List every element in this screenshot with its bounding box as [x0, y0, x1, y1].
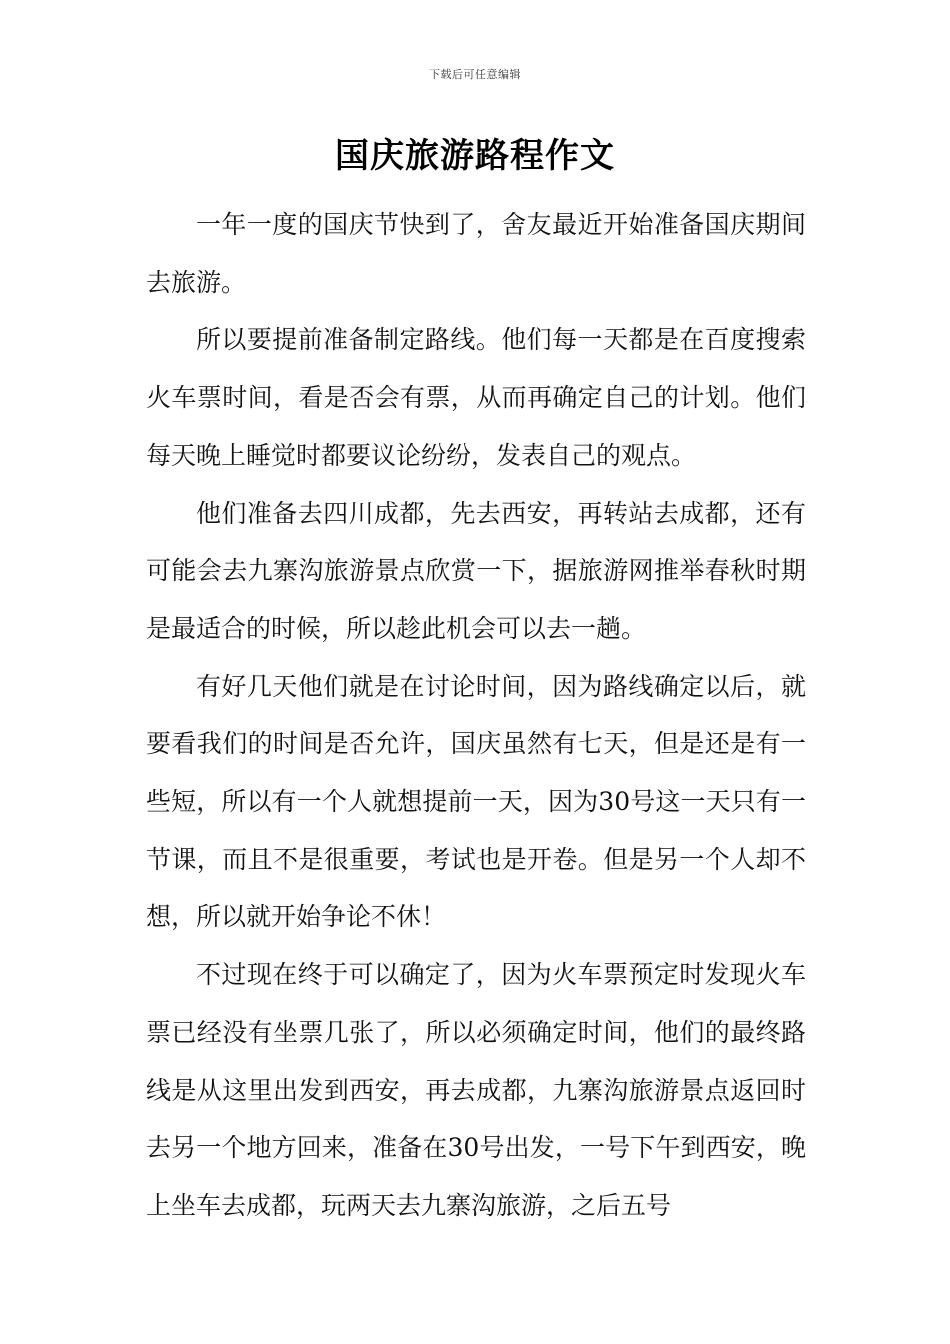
paragraph: 所以要提前准备制定路线。他们每一天都是在百度搜索火车票时间，看是否会有票，从而再确定自己的计划。他们每天晚上睡觉时都要议论纷纷，发表自己的观点。 [146, 325, 806, 470]
document-body [146, 196, 806, 1235]
header-note: 下载后可任意编辑 [429, 68, 521, 81]
document-title: 国庆旅游路程作文 [335, 136, 615, 176]
paragraph: 不过现在终于可以确定了，因为火车票预定时发现火车票已经没有坐票几张了，所以必须确定时间，他们的最终路线是从这里出发到西安，再去成都，九寨沟旅游景点返回时去另一个地方回来，准备在30号出发，一号下午到西安，晚上坐车去成都，玩两天去九寨沟旅游，之后五号 [146, 960, 806, 1220]
paragraph: 他们准备去四川成都，先去西安，再转站去成都，还有可能会去九寨沟旅游景点欣赏一下，据旅游网推举春秋时期是最适合的时候，所以趁此机会可以去一趟。 [146, 498, 806, 643]
paragraph: 有好几天他们就是在讨论时间，因为路线确定以后，就要看我们的时间是否允许，国庆虽然有七天，但是还是有一些短，所以有一个人就想提前一天，因为30号这一天只有一节课，而且不是很重要，考试也是开卷。但是另一个人却不想，所以就开始争论不休！ [146, 671, 806, 932]
paragraph: 一年一度的国庆节快到了，舍友最近开始准备国庆期间去旅游。 [146, 210, 806, 297]
